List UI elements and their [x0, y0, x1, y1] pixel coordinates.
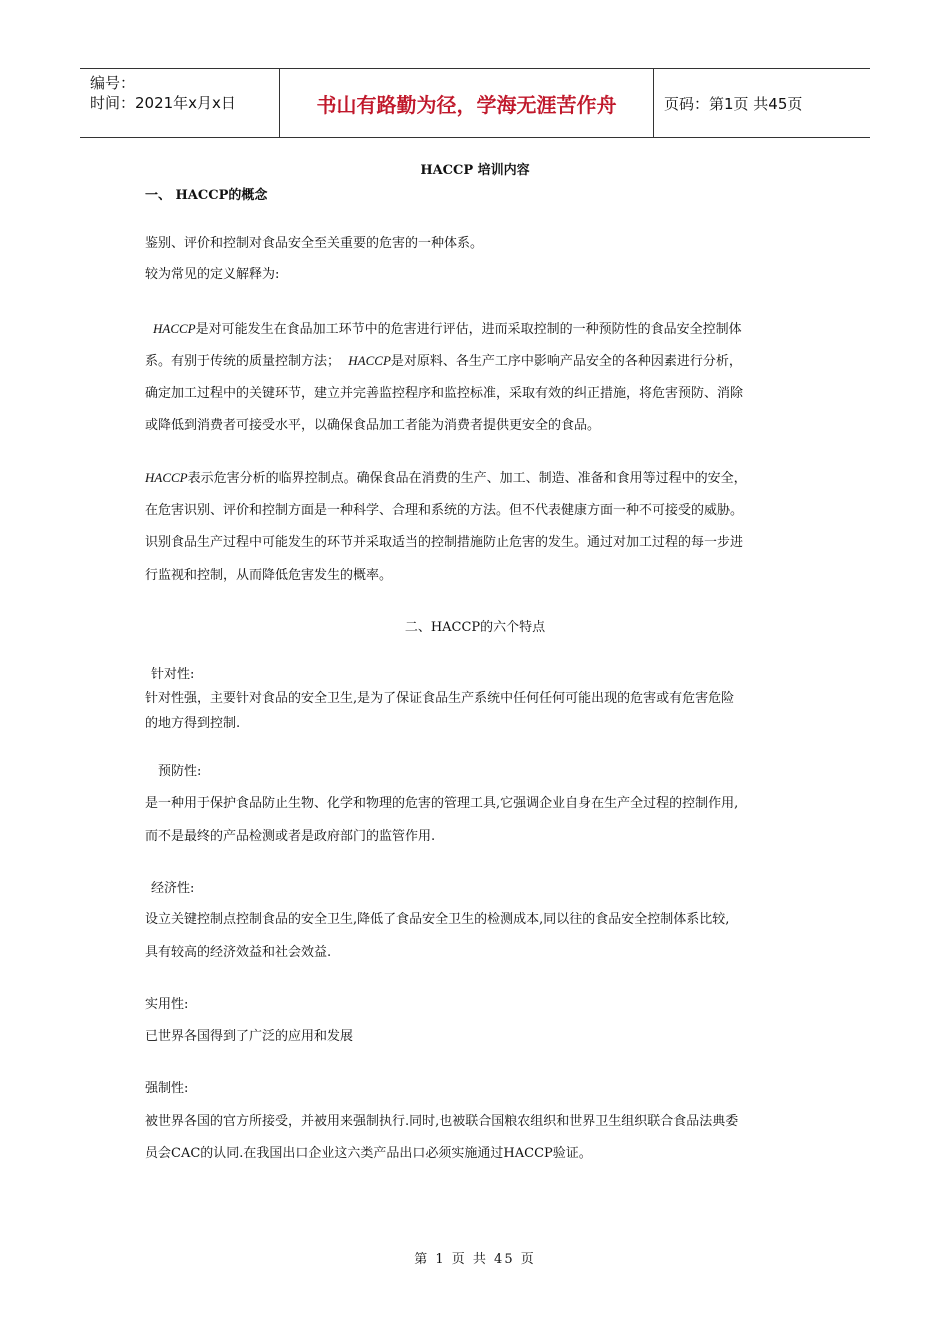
feature-label: 强制性:: [145, 1081, 189, 1096]
feature-label: 针对性:: [151, 667, 195, 682]
paragraph-line: 已世界各国得到了广泛的应用和发展: [145, 1029, 354, 1044]
paragraph-line: 或降低到消费者可接受水平，以确保食品加工者能为消费者提供更安全的食品。: [145, 418, 601, 433]
paragraph-line: 是一种用于保护食品防止生物、化学和物理的危害的管理工具,它强调企业自身在生产全过程的控制作用,: [145, 796, 739, 811]
paragraph-line: 的地方得到控制.: [145, 716, 241, 731]
paragraph-line: 针对性强，主要针对食品的安全卫生,是为了保证食品生产系统中任何任何可能出现的危害或有危害危险: [145, 691, 735, 706]
page-header: [80, 68, 870, 138]
section-1-heading: 一、 HACCP的概念: [145, 188, 268, 203]
paragraph: 较为常见的定义解释为:: [145, 267, 280, 282]
feature-label: 实用性:: [145, 997, 189, 1012]
paragraph-line: 行监视和控制，从而降低危害发生的概率。: [145, 568, 393, 583]
paragraph-line: 被世界各国的官方所接受，并被用来强制执行.同时,也被联合国粮农组织和世界卫生组织联合食品法典委: [145, 1114, 739, 1129]
header-motto: 书山有路勤为径，学海无涯苦作舟: [280, 69, 654, 137]
paragraph-line: HACCP是对可能发生在食品加工环节中的危害进行评估，进而采取控制的一种预防性的食品安全控制体: [153, 321, 742, 337]
section-2-heading: 二、HACCP的六个特点: [404, 620, 546, 635]
paragraph-line: 在危害识别、评价和控制方面是一种科学、合理和系统的方法。但不代表健康方面一种不可接受的威胁。: [145, 503, 744, 518]
paragraph-line: 识别食品生产过程中可能发生的环节并采取适当的控制措施防止危害的发生。通过对加工过程的每一步进: [145, 535, 744, 550]
paragraph-line: 具有较高的经济效益和社会效益.: [145, 945, 332, 960]
feature-label: 预防性:: [158, 764, 202, 779]
date-label: 时间：2021年x月x日: [90, 94, 236, 112]
paragraph-line: 设立关键控制点控制食品的安全卫生,降低了食品安全卫生的检测成本,同以往的食品安全控制体系比较,: [145, 912, 730, 927]
header-page-info: 页码：第1页 共45页: [664, 94, 803, 113]
feature-label: 经济性:: [151, 881, 195, 896]
paragraph-line: 确定加工过程中的关键环节，建立并完善监控程序和监控标准，采取有效的纠正措施，将危害预防、消除: [145, 386, 744, 401]
paragraph-line: HACCP表示危害分析的临界控制点。确保食品在消费的生产、加工、制造、准备和食用等过程中的安全，: [145, 470, 747, 486]
paragraph-line: 员会CAC的认同.在我国出口企业这六类产品出口必须实施通过HACCP验证。: [145, 1146, 592, 1161]
page-footer: 第 1 页 共 45 页: [414, 1252, 536, 1267]
paragraph-line: 系。有别于传统的质量控制方法； HACCP是对原料、各生产工序中影响产品安全的各种因素进行分析，: [145, 353, 742, 369]
doc-title: HACCP 培训内容: [420, 163, 530, 178]
paragraph-line: 而不是最终的产品检测或者是政府部门的监管作用.: [145, 829, 436, 844]
number-label: 编号：: [90, 74, 136, 92]
header-meta: [80, 69, 280, 137]
paragraph: 鉴别、评价和控制对食品安全至关重要的危害的一种体系。: [145, 236, 484, 251]
